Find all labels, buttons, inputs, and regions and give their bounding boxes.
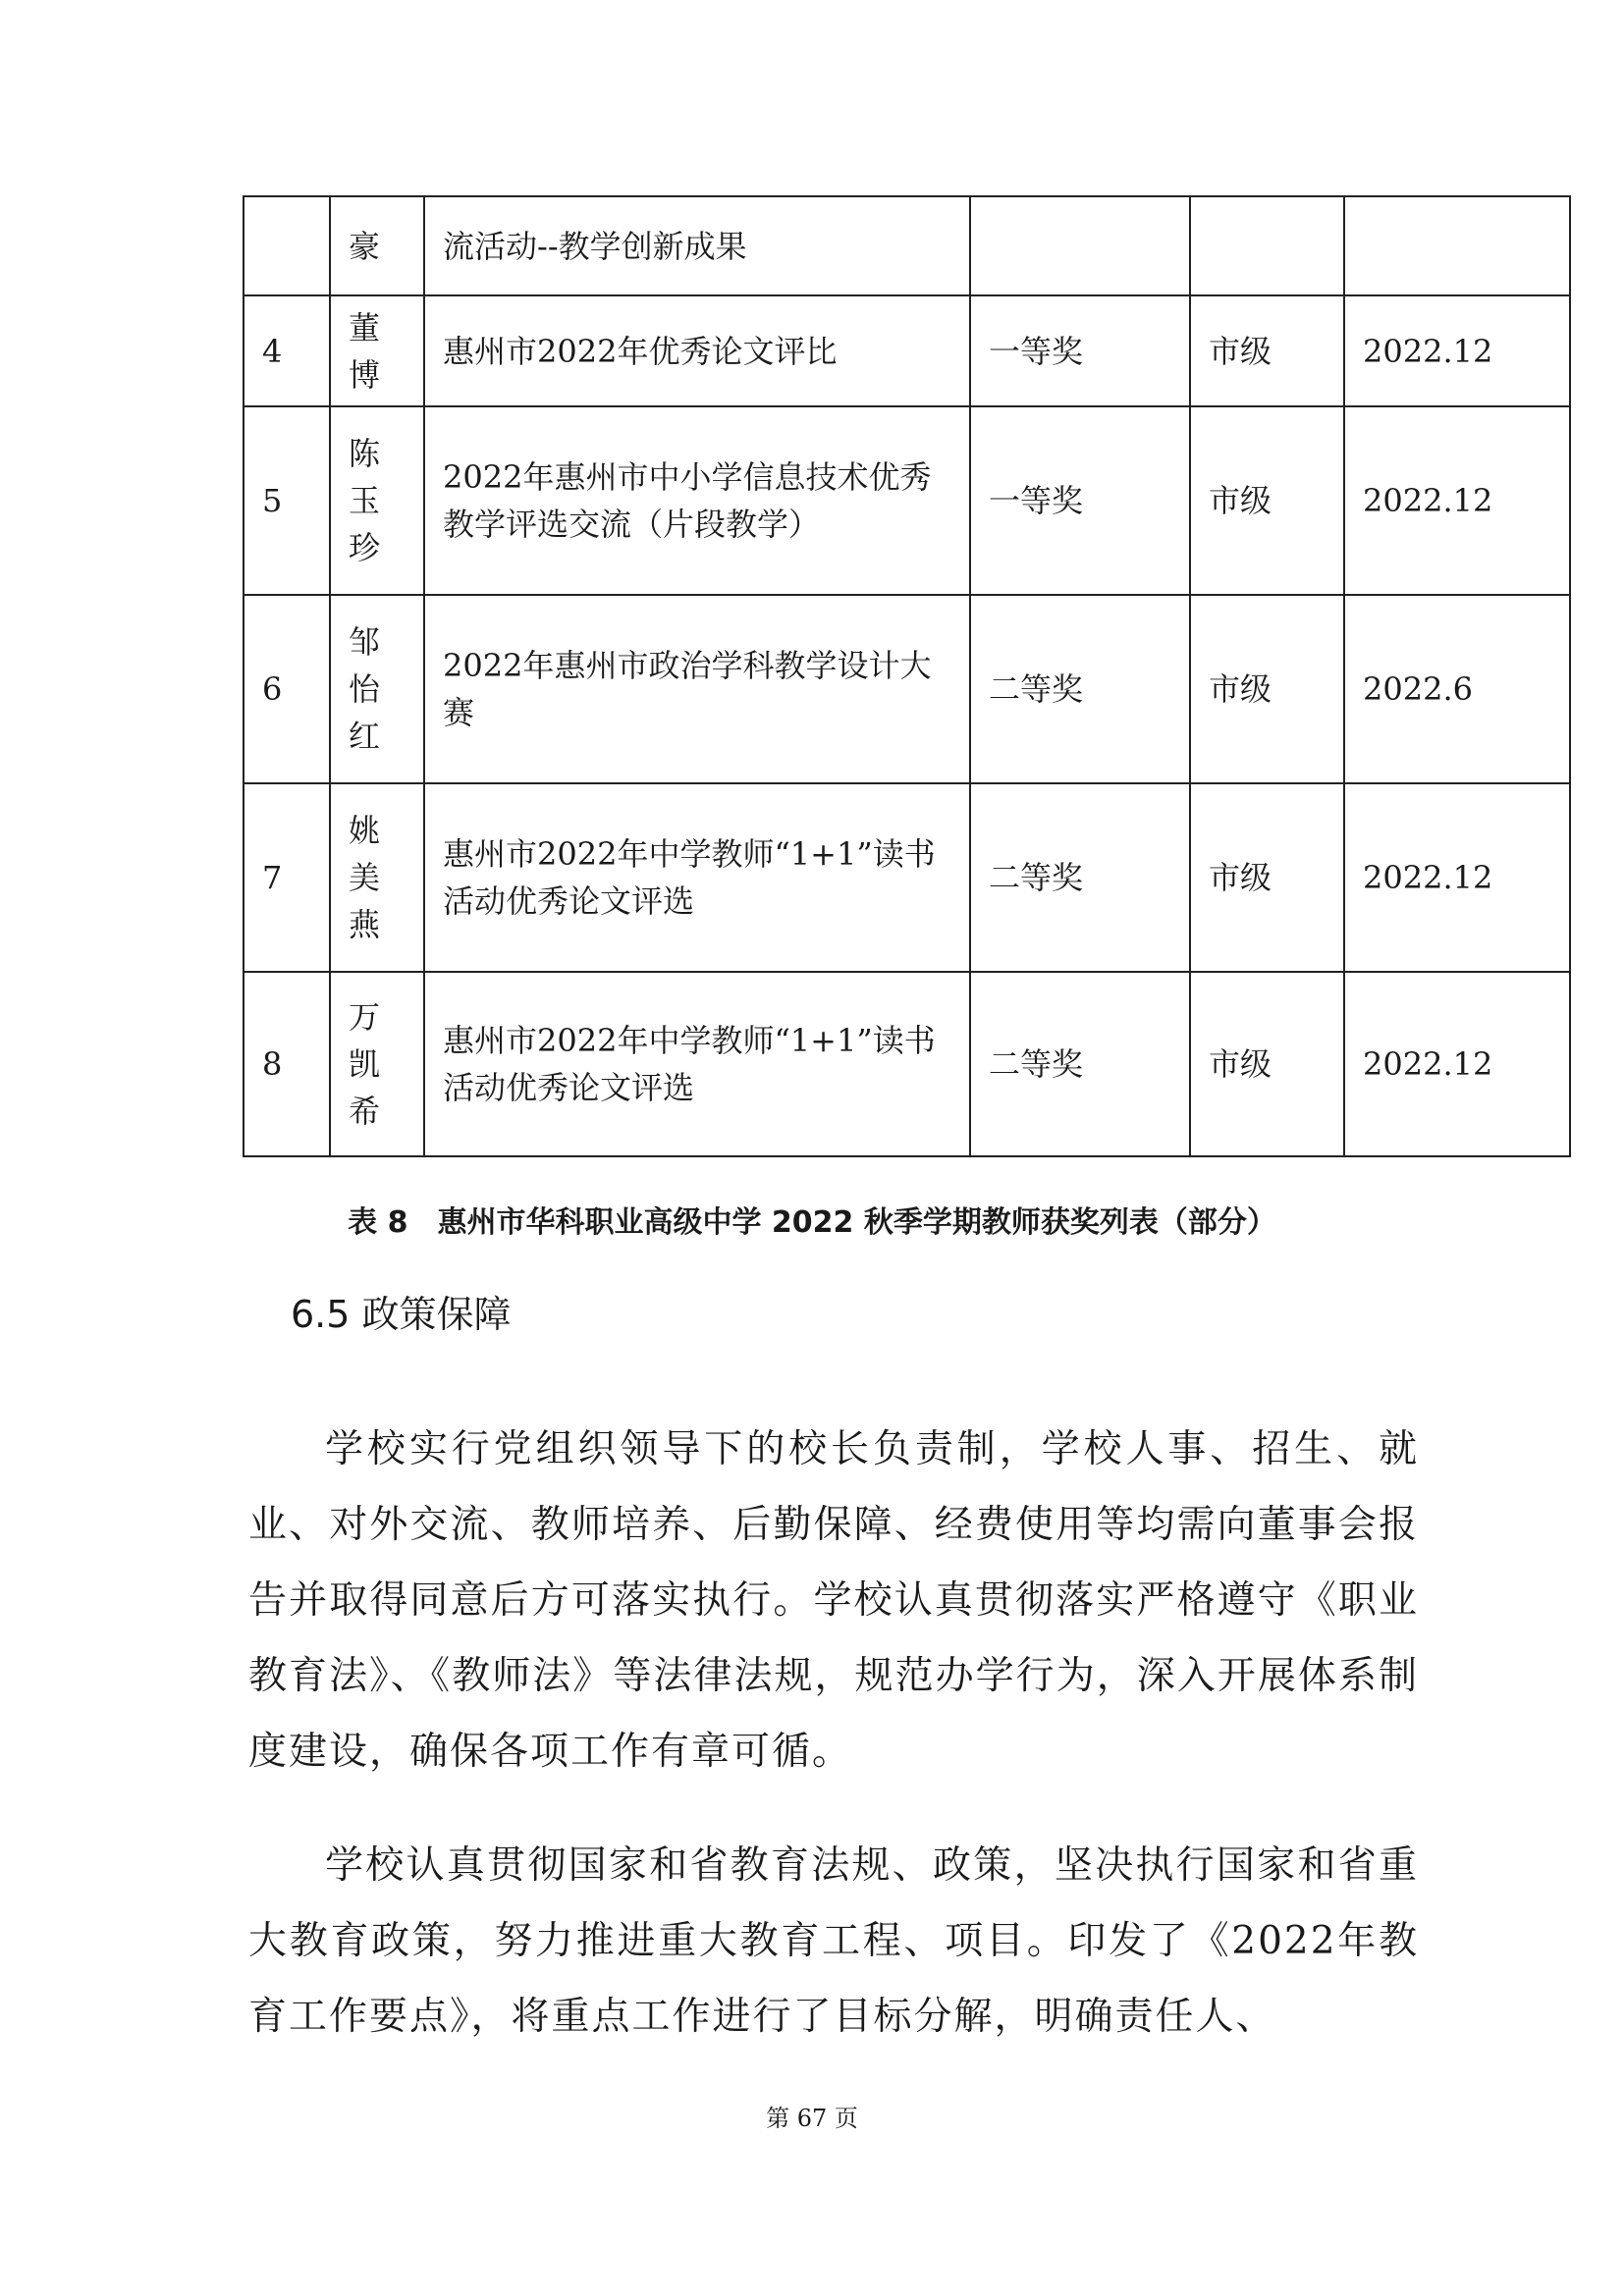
cell-award: 二等奖: [970, 972, 1190, 1156]
cell-award: 二等奖: [970, 783, 1190, 972]
table-row: [244, 406, 1570, 595]
cell-no: 4: [244, 295, 330, 406]
cell-event: 惠州市2022年中学教师“1+1”读书活动优秀论文评选: [424, 783, 970, 972]
cell-date: 2022.6: [1344, 595, 1570, 783]
awards-table: [243, 195, 1571, 1157]
cell-date: 2022.12: [1344, 295, 1570, 406]
cell-award: 一等奖: [970, 295, 1190, 406]
cell-level: 市级: [1190, 972, 1344, 1156]
cell-award: 二等奖: [970, 595, 1190, 783]
body-paragraph: 学校实行党组织领导下的校长负责制，学校人事、招生、就业、对外交流、教师培养、后勤保障、经费使用等均需向董事会报告并取得同意后方可落实执行。学校认真贯彻落实严格遵守《职业教育法》、《教师法》等法律法规，规范办学行为，深入开展体系制度建设，确保各项工作有章可循。: [248, 1427, 1419, 1774]
cell-level: 市级: [1190, 295, 1344, 406]
cell-name: 姚美燕: [330, 783, 424, 972]
table-row: [244, 196, 1570, 295]
section-heading: 6.5 政策保障: [291, 1293, 512, 1336]
cell-event: 2022年惠州市政治学科教学设计大赛: [424, 595, 970, 783]
cell-event: 惠州市2022年优秀论文评比: [424, 295, 970, 406]
cell-no: 8: [244, 972, 330, 1156]
cell-name: 豪: [330, 196, 424, 295]
cell-no: 6: [244, 595, 330, 783]
cell-level: 市级: [1190, 406, 1344, 595]
cell-name: 万凯希: [330, 972, 424, 1156]
cell-no: [244, 196, 330, 295]
cell-name: 董博: [330, 295, 424, 406]
cell-level: 市级: [1190, 783, 1344, 972]
cell-date: 2022.12: [1344, 406, 1570, 595]
cell-award: 一等奖: [970, 406, 1190, 595]
cell-event: 流活动--教学创新成果: [424, 196, 970, 295]
cell-level: [1190, 196, 1344, 295]
body-paragraph: 学校认真贯彻国家和省教育法规、政策，坚决执行国家和省重大教育政策，努力推进重大教育工程、项目。印发了《2022年教育工作要点》，将重点工作进行了目标分解，明确责任人、: [248, 1843, 1419, 2039]
cell-date: [1344, 196, 1570, 295]
cell-event: 2022年惠州市中小学信息技术优秀教学评选交流（片段教学）: [424, 406, 970, 595]
cell-date: 2022.12: [1344, 972, 1570, 1156]
table-row: [244, 295, 1570, 406]
page-number: 第 67 页: [766, 2105, 858, 2132]
table-caption: 表 8 惠州市华科职业高级中学 2022 秋季学期教师获奖列表（部分）: [348, 1205, 1276, 1240]
cell-name: 邹怡红: [330, 595, 424, 783]
cell-award: [970, 196, 1190, 295]
cell-no: 7: [244, 783, 330, 972]
cell-name: 陈玉珍: [330, 406, 424, 595]
cell-no: 5: [244, 406, 330, 595]
cell-date: 2022.12: [1344, 783, 1570, 972]
cell-level: 市级: [1190, 595, 1344, 783]
table-row: [244, 972, 1570, 1156]
table-row: [244, 783, 1570, 972]
cell-event: 惠州市2022年中学教师“1+1”读书活动优秀论文评选: [424, 972, 970, 1156]
table-row: [244, 595, 1570, 783]
